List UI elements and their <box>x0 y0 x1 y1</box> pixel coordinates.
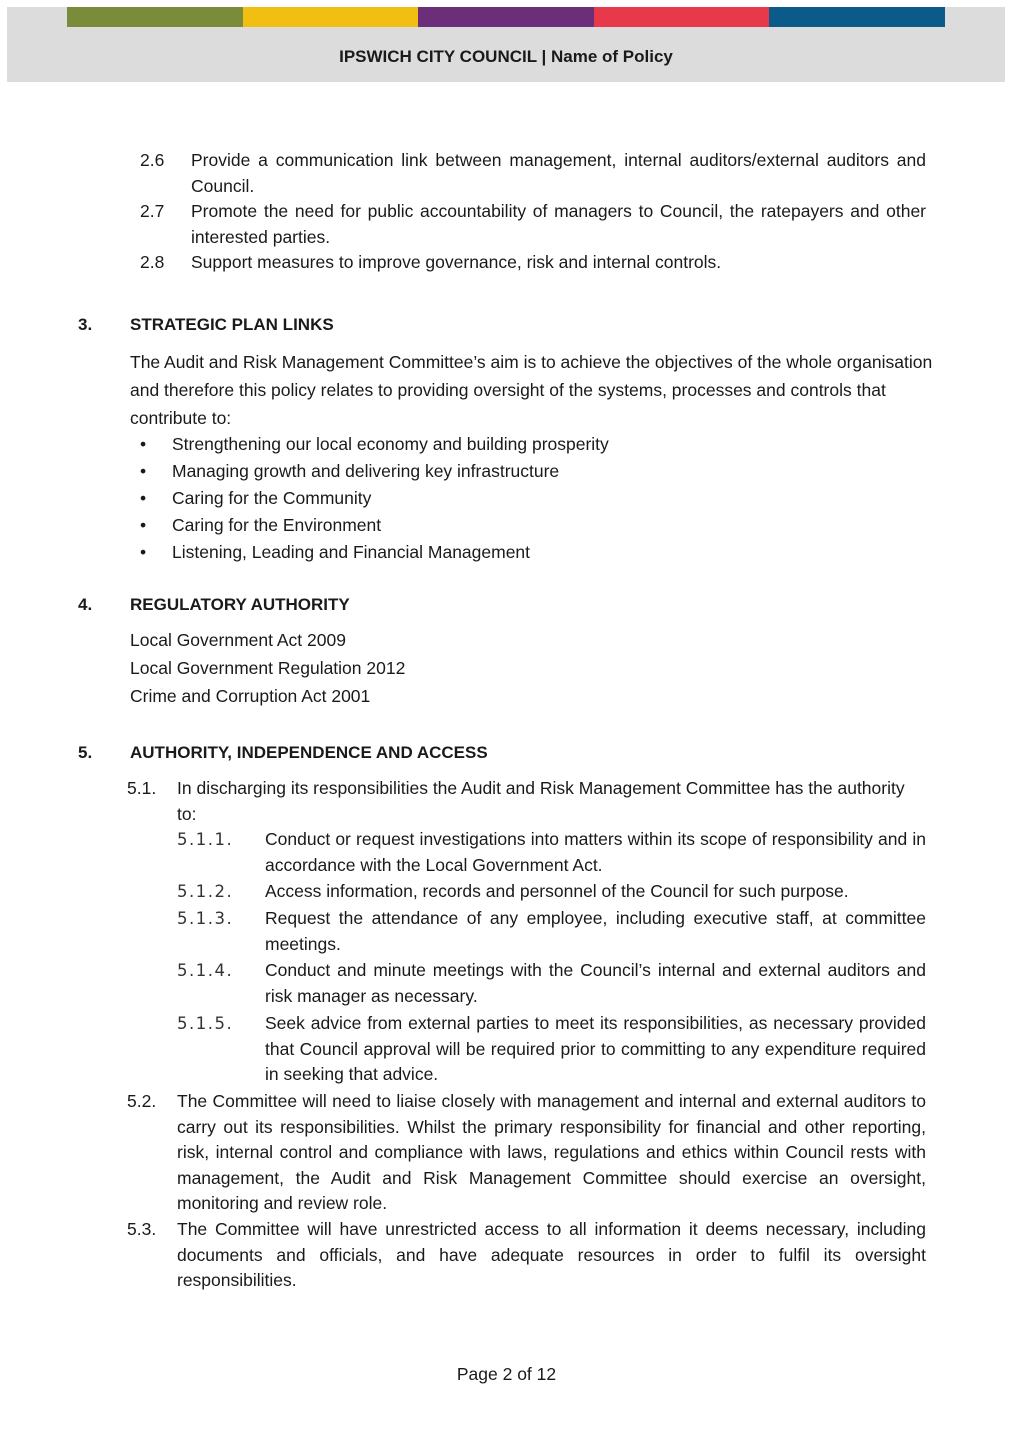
section-number: 4. <box>78 595 93 614</box>
bullet-text: Caring for the Environment <box>172 515 382 535</box>
section-intro: The Audit and Risk Management Committee’s aim is to achieve the objectives of the whole organisation and therefore this policy relates to providing oversight of the systems, processes and controls that contribute to: <box>130 352 933 428</box>
bullet-text: Caring for the Community <box>172 488 372 508</box>
section-heading: REGULATORY AUTHORITY <box>130 595 350 614</box>
section-number: 5. <box>78 743 93 762</box>
clause-number: 5.1. <box>127 778 157 798</box>
clause-text: In discharging its responsibilities the Audit and Risk Management Committee has the authority to: <box>177 778 905 824</box>
bullet-text: Managing growth and delivering key infrastructure <box>172 461 560 481</box>
bullet-icon: • <box>140 461 147 481</box>
subclause-number: 5.1.5. <box>177 1014 234 1033</box>
bullet-text: Strengthening our local economy and building prosperity <box>172 434 609 454</box>
stripe-purple <box>418 7 594 27</box>
page-header <box>7 7 1005 82</box>
section-number: 3. <box>78 315 93 334</box>
bullet-icon: • <box>140 515 147 535</box>
subclause-text: Access information, records and personnel of the Council for such purpose. <box>265 881 849 901</box>
bullet-icon: • <box>140 542 147 562</box>
item-number: 2.7 <box>140 201 165 221</box>
subclause-number: 5.1.2. <box>177 882 234 901</box>
regulation-line: Crime and Corruption Act 2001 <box>130 686 371 706</box>
clause-number: 5.3. <box>127 1219 157 1239</box>
subclause-text: Conduct or request investigations into matters within its scope of responsibility and in accordance with the Local Government Act. <box>265 829 926 875</box>
subclause-text: Conduct and minute meetings with the Council’s internal and external auditors and risk manager as necessary. <box>265 960 926 1006</box>
item-number: 2.8 <box>140 252 165 272</box>
section-heading: AUTHORITY, INDEPENDENCE AND ACCESS <box>130 743 488 762</box>
page-number: Page 2 of 12 <box>456 1364 557 1384</box>
stripe-red <box>594 7 770 27</box>
regulation-line: Local Government Act 2009 <box>130 630 346 650</box>
stripe-yellow <box>243 7 419 27</box>
item-text: Promote the need for public accountability of managers to Council, the ratepayers and other interested parties. <box>191 201 926 247</box>
color-stripe-bar <box>67 7 945 27</box>
regulation-line: Local Government Regulation 2012 <box>130 658 406 678</box>
item-text: Support measures to improve governance, risk and internal controls. <box>191 252 722 272</box>
header-title: IPSWICH CITY COUNCIL | Name of Policy <box>339 47 673 66</box>
subclause-number: 5.1.3. <box>177 909 234 928</box>
stripe-blue <box>769 7 945 27</box>
clause-text: The Committee will need to liaise closely with management and internal and external auditors to carry out its responsibilities. Whilst the primary responsibility for financial and other reporting, risk, internal control and compliance with laws, regulations and ethics within Council rests with management, the Audit and Risk Management Committee should exercise an oversight, monitoring and review role. <box>177 1091 926 1213</box>
subclause-text: Request the attendance of any employee, including executive staff, at committee meetings. <box>265 908 926 954</box>
bullet-icon: • <box>140 488 147 508</box>
stripe-green <box>67 7 243 27</box>
subclause-text: Seek advice from external parties to meet its responsibilities, as necessary provided that Council approval will be required prior to committing to any expenditure required in seeking that advice. <box>265 1013 926 1084</box>
bullet-icon: • <box>140 434 147 454</box>
clause-number: 5.2. <box>127 1091 157 1111</box>
subclause-number: 5.1.1. <box>177 830 234 849</box>
section-heading: STRATEGIC PLAN LINKS <box>130 315 334 334</box>
subclause-number: 5.1.4. <box>177 961 234 980</box>
clause-text: The Committee will have unrestricted access to all information it deems necessary, including documents and officials, and have adequate resources in order to fulfil its oversight responsibilities. <box>177 1219 926 1290</box>
bullet-text: Listening, Leading and Financial Management <box>172 542 531 562</box>
item-text: Provide a communication link between management, internal auditors/external auditors and Council. <box>191 150 926 196</box>
item-number: 2.6 <box>140 150 165 170</box>
